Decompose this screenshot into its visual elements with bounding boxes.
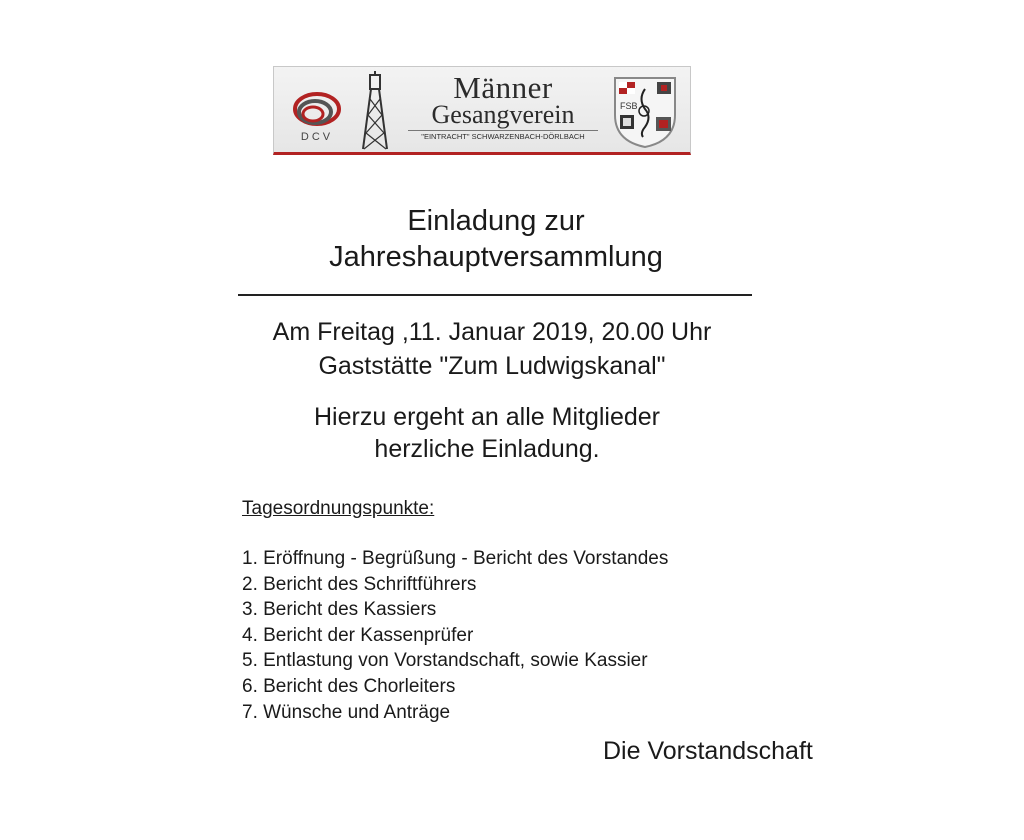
heading-line2: Jahreshauptversammlung	[329, 241, 663, 273]
agenda-item: 1. Eröffnung - Begrüßung - Bericht des Vorstandes	[242, 548, 669, 569]
heading-line1: Einladung zur	[407, 205, 585, 237]
event-venue: Gaststätte "Zum Ludwigskanal"	[318, 352, 666, 380]
invitation-text	[0, 401, 974, 465]
choir-name-line2: Gesangverein	[431, 100, 575, 129]
coat-of-arms-icon	[612, 75, 678, 149]
dcv-logo-icon	[286, 79, 348, 145]
svg-text:FSB: FSB	[620, 101, 638, 111]
choir-name-line3: "EINTRACHT" SCHWARZENBACH-DÖRLBACH	[408, 130, 598, 142]
invitation-line1: Hierzu ergeht an alle Mitglieder	[313, 403, 660, 431]
event-date-time: Am Freitag ,11. Januar 2019, 20.00 Uhr	[272, 318, 712, 346]
agenda-item: 4. Bericht der Kassenprüfer	[242, 624, 474, 646]
agenda-list	[242, 546, 668, 725]
invitation-heading	[0, 203, 992, 275]
choir-name	[408, 70, 598, 151]
signature: Die Vorstandschaft	[603, 737, 813, 765]
agenda-item: 5. Entlastung von Vorstandschaft, sowie Kassier	[242, 650, 648, 672]
svg-text:DCV: DCV	[300, 131, 334, 143]
tower-icon	[360, 71, 390, 151]
agenda-item: 6. Bericht des Chorleiters	[242, 675, 456, 697]
heading-divider	[238, 294, 752, 296]
invitation-line2: herzliche Einladung.	[374, 435, 600, 463]
agenda-item: 2. Bericht des Schriftführers	[242, 573, 477, 595]
agenda-item: 7. Wünsche und Anträge	[242, 701, 451, 723]
club-logo-banner	[273, 66, 691, 155]
agenda-item: 3. Bericht des Kassiers	[242, 599, 437, 621]
agenda-title: Tagesordnungspunkte:	[242, 498, 435, 519]
choir-name-line1: Männer	[453, 70, 553, 105]
